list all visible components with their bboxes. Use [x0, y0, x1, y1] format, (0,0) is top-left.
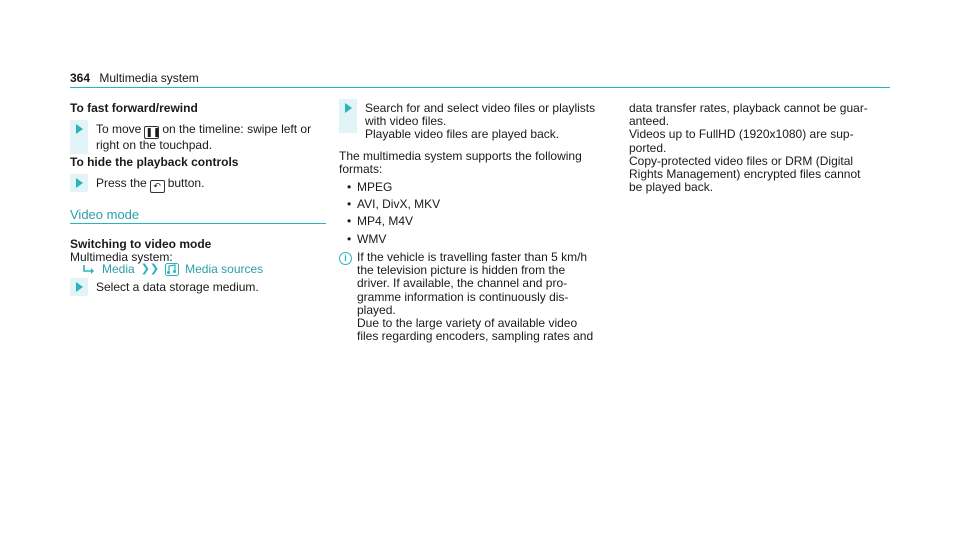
multimedia-system-label: Multimedia system: [70, 250, 173, 264]
header-rule [70, 87, 890, 88]
section-rule [70, 223, 326, 224]
fast-forward-heading: To fast forward/rewind [70, 101, 198, 115]
list-item: • WMV [347, 231, 387, 246]
running-title: Multimedia system [99, 71, 199, 85]
section-title: Video mode [70, 207, 140, 222]
info-icon: i [339, 252, 352, 265]
list-item: • MPEG [347, 180, 393, 194]
navigation-path [82, 263, 263, 276]
step-arrow-icon [76, 282, 83, 292]
media-sources-icon [165, 263, 179, 276]
info-note-continued: data transfer rates, playback cannot be guar- anteed. Videos up to FullHD (1920x1080) are sup- ported. Copy-protected video files or DRM (Digital Rights Management) encrypted files cannot be played back. [629, 101, 868, 195]
path-arrow-icon [82, 264, 96, 276]
step-arrow-icon [345, 103, 352, 113]
back-icon: ↶ [150, 180, 165, 193]
list-item: • MP4, M4V [347, 214, 414, 229]
switching-heading: Switching to video mode [70, 237, 212, 251]
path-media[interactable]: Media [102, 262, 135, 276]
fast-forward-step: To move ❚❚ on the timeline: swipe left or right on the touchpad. [70, 123, 326, 152]
page-number: 364 [70, 71, 91, 85]
search-step: Search for and select video files or playlists with video files. Playable video files are played back. [339, 102, 601, 142]
supported-formats-intro: The multimedia system supports the following formats: [339, 149, 582, 177]
path-media-sources[interactable]: Media sources [185, 262, 264, 276]
pause-icon: ❚❚ [145, 127, 161, 137]
format-list [339, 181, 601, 250]
select-storage-step: Select a data storage medium. [70, 281, 326, 294]
page-header [70, 72, 890, 86]
hide-controls-step: Press the ↶ button. [70, 177, 326, 193]
hide-controls-heading: To hide the playback controls [70, 155, 239, 169]
step-arrow-icon [76, 178, 83, 188]
step-arrow-icon [76, 124, 83, 134]
list-item: • AVI, DivX, MKV [347, 197, 441, 212]
info-note: i If the vehicle is travelling faster than 5 km/h the television picture is hidden from the driver. If available, the channel and pro- gramme information is continuously dis- played. Due to the large variety of available video files regarding encoders, sampling rates and [339, 251, 601, 343]
double-chevron-icon: ❯❯ [140, 263, 160, 275]
